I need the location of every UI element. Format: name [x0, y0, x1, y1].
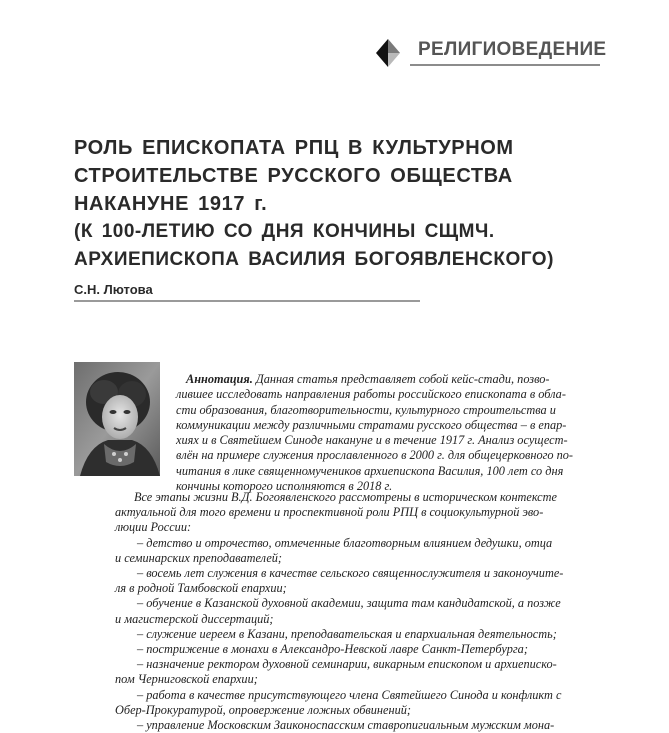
section-rule [410, 64, 600, 66]
body-line: – детство и отрочество, отмеченные благотворным влиянием дедушки, отца [137, 535, 553, 550]
annotation-line: кончины которого исполняются в 2018 г. [176, 479, 393, 494]
title-line: (К 100-ЛЕТИЮ СО ДНЯ КОНЧИНЫ СЩМЧ. [74, 221, 495, 242]
annotation-line: лившее исследовать направления работы российского епископата в обла- [176, 387, 566, 402]
annotation-line: хиях и в Святейшем Синоде накануне и в течение 1917 г. Анализ осущест- [176, 433, 568, 448]
body-line: Обер-Прокуратурой, опровержение ложных обвинений; [115, 702, 411, 717]
body-line: и семинарских преподавателей; [115, 550, 283, 565]
author-rule [74, 300, 420, 302]
author-portrait [74, 362, 160, 476]
title-line: АРХИЕПИСКОПА ВАСИЛИЯ БОГОЯВЛЕНСКОГО) [74, 249, 554, 270]
body-line: – обучение в Казанской духовной академии, защита там кандидатской, а позже [137, 596, 561, 611]
body-line: – управление Московским Заиконоспасским ставропигиальным мужским мона- [137, 718, 555, 733]
body-line: – восемь лет служения в качестве сельского священнослужителя и законоучите- [137, 566, 564, 581]
body-line: Все этапы жизни В.Д. Богоявленского рассмотрены в историческом контексте [134, 490, 557, 504]
annotation-text: Данная статья представляет собой кейс-стади, позво- [252, 372, 550, 386]
body-line: – назначение ректором духовной семинарии, викарным епископом и архиеписко- [137, 657, 557, 672]
title-line: НАКАНУНЕ 1917 г. [74, 193, 268, 215]
annotation-line: коммуникации между различными стратами русского общества – в епар- [176, 417, 567, 432]
annotation-line: читания в лике священномучеников архиепископа Василия, 100 лет со дня [176, 463, 564, 478]
title-line: СТРОИТЕЛЬСТВЕ РУССКОГО ОБЩЕСТВА [74, 165, 513, 187]
diamond-icon [368, 36, 406, 70]
title-line: РОЛЬ ЕПИСКОПАТА РПЦ В КУЛЬТУРНОМ [74, 137, 514, 159]
body-line: – работа в качестве присутствующего члена Святейшего Синода и конфликт с [137, 687, 562, 702]
body-line: – пострижение в монахи в Александро-Невской лавре Санкт-Петербурга; [137, 642, 528, 657]
body-line: актуальной для того времени и проспективной роли РПЦ в социокультурной эво- [115, 505, 544, 520]
annotation-line: сти образования, благотворительности, культурного строительства и [176, 402, 556, 417]
article-body [115, 490, 605, 733]
portrait-photo [74, 362, 160, 476]
annotation [176, 372, 596, 494]
section-label: РЕЛИГИОВЕДЕНИЕ [418, 39, 607, 60]
annotation-label: Аннотация. [186, 372, 253, 386]
annotation-line [176, 372, 596, 387]
body-line: люции России: [115, 520, 192, 535]
body-line: и магистерской диссертаций; [115, 611, 274, 626]
author-name: С.Н. Лютова [74, 282, 153, 297]
body-line: ля в родной Тамбовской епархии; [115, 581, 287, 596]
body-line: – служение иереем в Казани, преподавательская и епархиальная деятельность; [137, 626, 557, 641]
section-header [368, 36, 607, 68]
annotation-line: влён на примере служения прославленного в 2000 г. для общецерковного по- [176, 448, 574, 463]
article-title [74, 134, 634, 274]
body-line: пом Черниговской епархии; [115, 672, 258, 687]
